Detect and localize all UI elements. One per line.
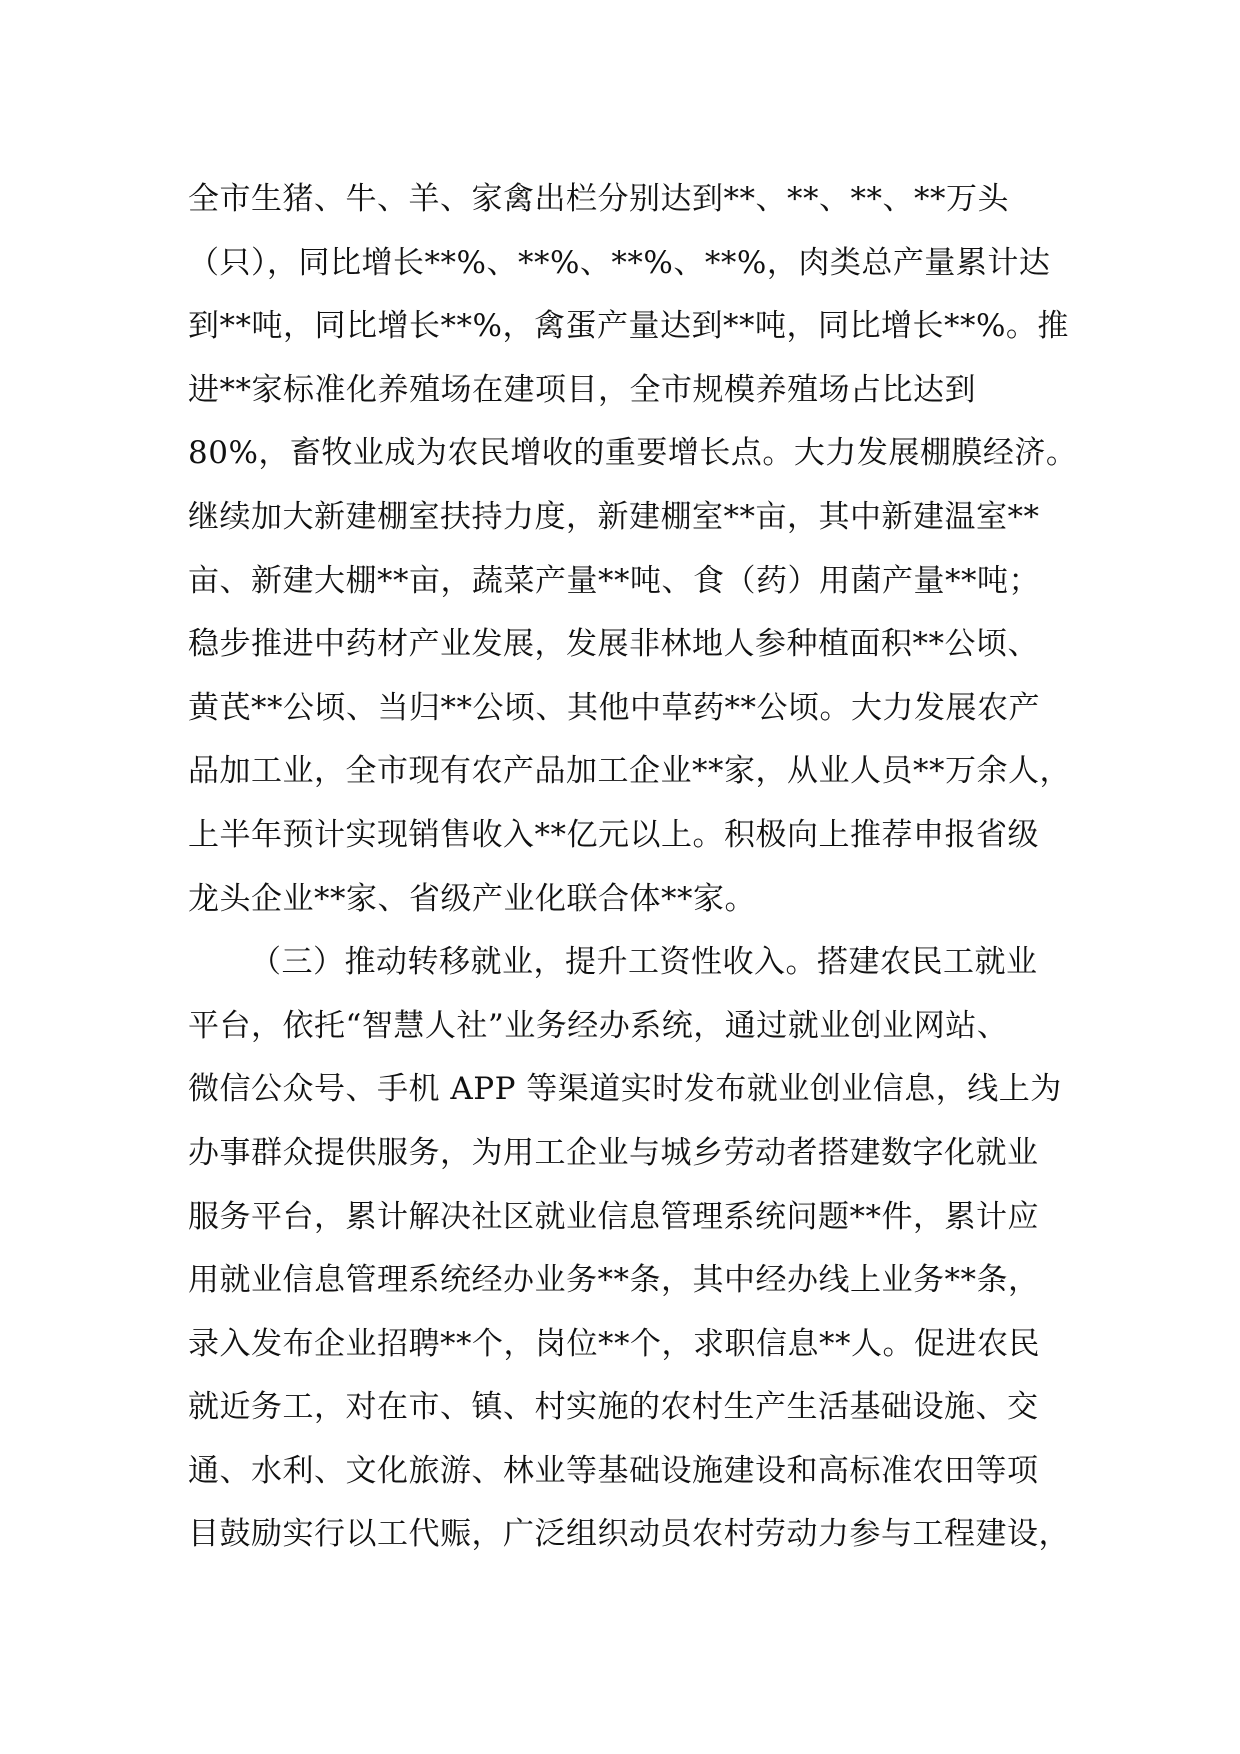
- section-heading-line: （三）推动转移就业，提升工资性收入。搭建农民工就业: [250, 944, 1038, 981]
- text-line: 进**家标准化养殖场在建项目，全市规模养殖场占比达到: [188, 371, 976, 408]
- text-line: 到**吨，同比增长**%，禽蛋产量达到**吨，同比增长**%。推: [188, 308, 1069, 345]
- text-line: 上半年预计实现销售收入**亿元以上。积极向上推荐申报省级: [188, 816, 1039, 853]
- body-text: [188, 168, 1088, 1567]
- text-line: 用就业信息管理系统经办业务**条，其中经办线上业务**条，: [188, 1262, 1040, 1299]
- text-line: 亩、新建大棚**亩，蔬菜产量**吨、食（药）用菌产量**吨；: [188, 562, 1040, 599]
- text-line: 稳步推进中药材产业发展，发展非林地人参种植面积**公顷、: [188, 626, 1039, 663]
- text-line: 继续加大新建棚室扶持力度，新建棚室**亩，其中新建温室**: [188, 498, 1040, 535]
- text-line: 龙头企业**家、省级产业化联合体**家。: [188, 880, 756, 917]
- text-line: 80%，畜牧业成为农民增收的重要增长点。大力发展棚膜经济。: [188, 435, 1078, 472]
- text-line: （只），同比增长**%、**%、**%、**%，肉类总产量累计达: [188, 244, 1051, 281]
- text-line: 办事群众提供服务，为用工企业与城乡劳动者搭建数字化就业: [188, 1134, 1039, 1171]
- text-line: 通、水利、文化旅游、林业等基础设施建设和高标准农田等项: [188, 1452, 1039, 1489]
- text-line: 全市生猪、牛、羊、家禽出栏分别达到**、**、**、**万头: [188, 181, 1009, 217]
- text-line: 平台，依托“智慧人社”业务经办系统，通过就业创业网站、: [188, 1007, 1009, 1044]
- text-line: 微信公众号、手机 APP 等渠道实时发布就业创业信息，线上为: [188, 1071, 1062, 1108]
- text-line: 服务平台，累计解决社区就业信息管理系统问题**件，累计应: [188, 1198, 1039, 1235]
- text-line: 录入发布企业招聘**个，岗位**个，求职信息**人。促进农民: [188, 1325, 1040, 1362]
- text-line: 就近务工，对在市、镇、村实施的农村生产生活基础设施、交: [188, 1389, 1039, 1426]
- text-line: 黄芪**公顷、当归**公顷、其他中草药**公顷。大力发展农产: [188, 689, 1040, 726]
- text-line: 品加工业，全市现有农产品加工企业**家，从业人员**万余人，: [188, 753, 1071, 790]
- text-line: 目鼓励实行以工代赈，广泛组织动员农村劳动力参与工程建设，: [188, 1516, 1070, 1553]
